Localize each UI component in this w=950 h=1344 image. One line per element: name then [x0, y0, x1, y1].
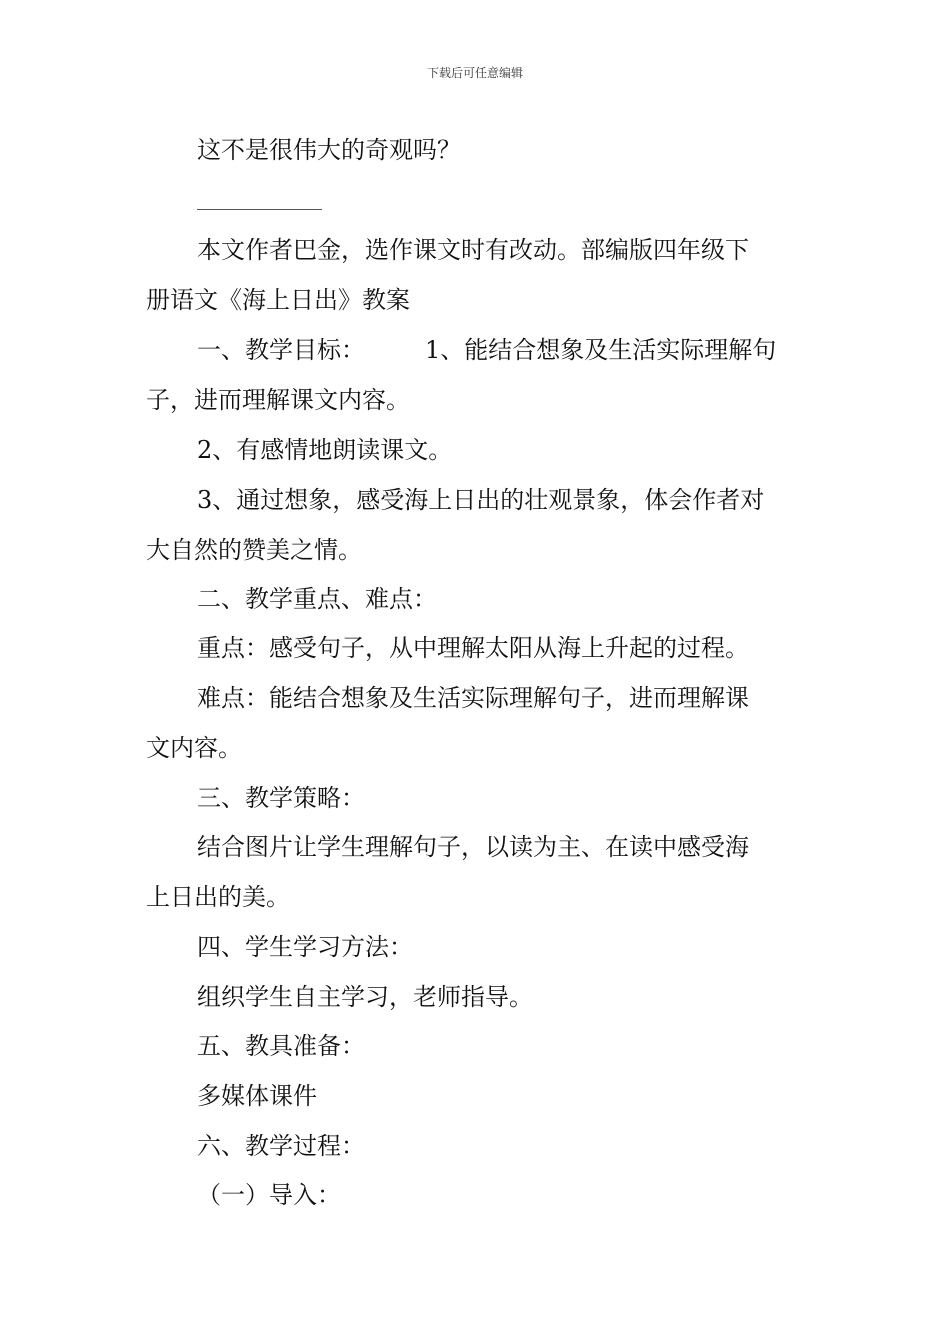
text-line: 四、学生学习方法： — [197, 933, 413, 961]
text-line: 三、教学策略： — [197, 784, 365, 812]
text-line: （一）导入： — [197, 1181, 341, 1209]
text-line: 册语文《海上日出》教案 — [146, 286, 410, 314]
page-header: 下载后可任意编辑 — [426, 66, 523, 80]
text-line: 子，进而理解课文内容。 — [146, 386, 410, 414]
text-line: 二、教学重点、难点： — [197, 585, 437, 613]
text-line: 难点：能结合想象及生活实际理解句子，进而理解课 — [197, 684, 749, 712]
text-line: 上日出的美。 — [146, 883, 290, 911]
text-line: 这不是很伟大的奇观吗？ — [197, 136, 461, 164]
text-line: 大自然的赞美之情。 — [146, 536, 362, 564]
text-line: 文内容。 — [146, 734, 242, 762]
text-line: 组织学生自主学习，老师指导。 — [197, 983, 533, 1011]
text-line: 一、教学目标： 1、能结合想象及生活实际理解句 — [197, 336, 777, 364]
text-line: 2、有感情地朗读课文。 — [197, 436, 453, 464]
text-line: 结合图片让学生理解句子，以读为主、在读中感受海 — [197, 833, 749, 861]
text-line: 多媒体课件 — [197, 1082, 317, 1110]
text-line: 重点：感受句子，从中理解太阳从海上升起的过程。 — [197, 634, 749, 662]
text-line: 3、通过想象，感受海上日出的壮观景象，体会作者对 — [197, 486, 765, 514]
text-line: 本文作者巴金，选作课文时有改动。部编版四年级下 — [197, 236, 749, 264]
text-line: 五、教具准备： — [197, 1032, 365, 1060]
footnote-rule — [197, 209, 322, 210]
text-line: 六、教学过程： — [197, 1132, 365, 1160]
